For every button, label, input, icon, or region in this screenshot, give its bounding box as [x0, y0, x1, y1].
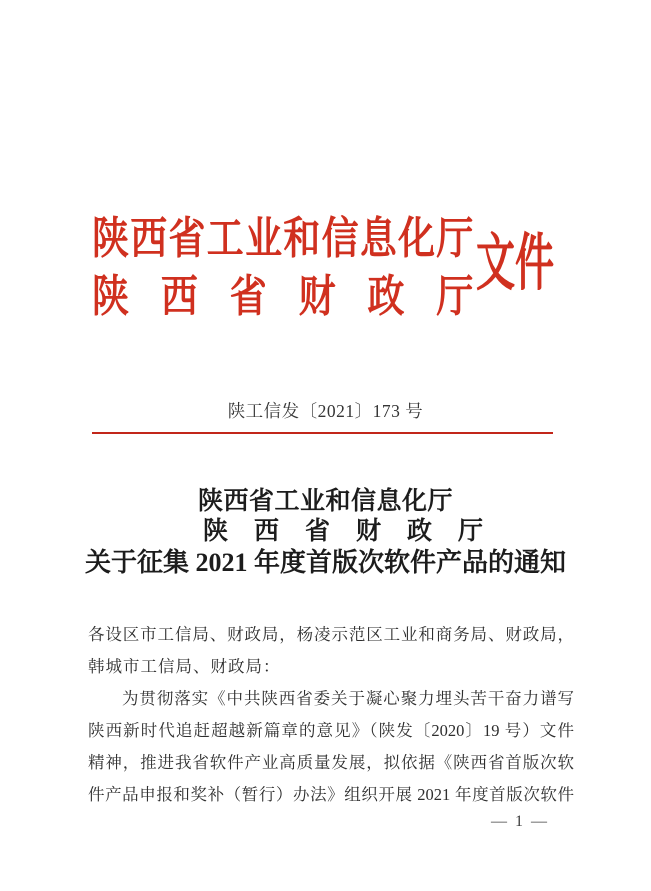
letterhead-doc-type-label: 文件 — [476, 230, 555, 298]
paragraph-line: 件产品申报和奖补（暂行）办法》组织开展 2021 年度首版次软件 — [88, 785, 574, 804]
document-reference-number: 陕工信发〔2021〕173 号 — [227, 401, 424, 421]
addressee-line: 各设区市工信局、财政局，杨凌示范区工业和商务局、财政局， — [88, 625, 574, 644]
notice-title-block — [0, 487, 651, 578]
notice-body — [88, 619, 574, 811]
page-number: — 1 — — [491, 813, 549, 830]
title-subject-line: 关于征集 2021 年度首版次软件产品的通知 — [84, 548, 566, 577]
letterhead-org-line1: 陕西省工业和信息化厅 — [92, 214, 474, 263]
paragraph-line: 精神，推进我省软件产业高质量发展，拟依据《陕西省首版次软 — [88, 753, 574, 772]
title-org-line2: 陕西省财政厅 — [203, 518, 483, 545]
addressee-line: 韩城市工信局、财政局： — [88, 657, 281, 676]
paragraph-line: 为贯彻落实《中共陕西省委关于凝心聚力埋头苦干奋力谱写 — [122, 689, 574, 708]
letterhead-org-line2: 陕西省财政厅 — [92, 272, 474, 321]
paragraph-line: 陕西新时代追赶超越新篇章的意见》（陕发〔2020〕19 号）文件 — [88, 721, 574, 740]
red-letterhead — [92, 210, 473, 326]
red-divider-line — [92, 432, 553, 434]
title-org-line1: 陕西省工业和信息化厅 — [197, 488, 453, 515]
